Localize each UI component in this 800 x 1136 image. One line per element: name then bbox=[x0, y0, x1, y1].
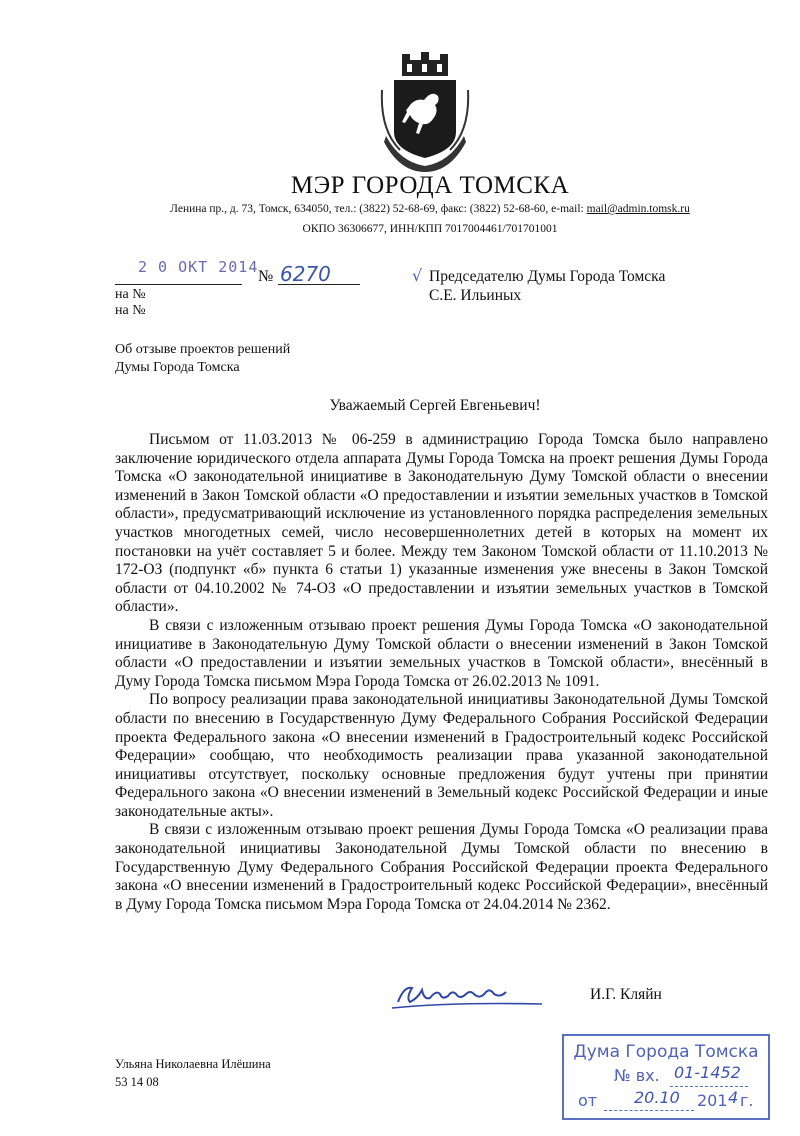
incoming-registration-stamp bbox=[562, 1034, 770, 1120]
letterhead-title: МЭР ГОРОДА ТОМСКА bbox=[290, 172, 570, 199]
crown-icon bbox=[402, 52, 448, 76]
handwritten-signature bbox=[390, 978, 560, 1018]
letter-subject bbox=[115, 341, 290, 377]
check-mark-icon: √ bbox=[412, 266, 423, 285]
subject-line-2: Думы Города Томска bbox=[115, 360, 240, 375]
paragraph: В связи с изложенным отзываю проект решения Думы Города Томска «О реализации права законодательной инициативы Законодательной Думы Томской области по внесению в Государственную Думу Федерального Собрания Российской Федерации проекта Федерального закона «О внесении изменений в Градостроительный кодекс Российской Федерации», внесённый в Думу Города Томска письмом Мэра Города Томска от 24.04.2014 № 2362. bbox=[115, 821, 768, 913]
addressee-name: С.Е. Ильиных bbox=[429, 287, 522, 304]
addressee-block bbox=[429, 267, 665, 305]
addressee-position: Председателю Думы Города Томска bbox=[429, 268, 666, 285]
registration-number: 6270 bbox=[280, 262, 331, 286]
paragraph: Письмом от 11.03.2013 № 06-259 в администрацию Города Томска было направлено заключение юридического отдела аппарата Думы Города Томска на проект решения Думы Города Томска «О законодательной инициативе в Законодательную Думу Томской области о внесении изменений в Закон Томской области «О предоставлении и изъятии земельных участков в Томской области», предусматривающий исключение из установленного порядка распределения земельных участков многодетных семей, число несовершеннолетних детей в которых на момент их постановки на учёт составляет 5 и более. Между тем Законом Томской области от 11.10.2013 № 172-ОЗ (подпункт «б» пункта 6 статьи 1) указанные изменения уже внесены в Закон Томской области от 04.10.2002 № 74-ОЗ «О предоставлении и изъятии земельных участков в Томской области». bbox=[115, 431, 768, 616]
paragraph: В связи с изложенным отзываю проект решения Думы Города Томска «О законодательной инициативе в Законодательную Думу Томской области о внесении изменений в Закон Томской области «О предоставлении и изъятии земельных участков в Томской области», внесённый в Думу Города Томска письмом Мэра Города Томска от 26.02.2013 № 1091. bbox=[115, 616, 768, 690]
stamp-year-prefix: 201 bbox=[697, 1091, 728, 1110]
registration-date-stamp: 2 0 ОКТ 2014 bbox=[138, 258, 259, 276]
signer-name: И.Г. Кляйн bbox=[590, 986, 662, 1003]
stamp-date-line bbox=[604, 1110, 694, 1111]
stamp-title: Дума Города Томска bbox=[573, 1042, 759, 1062]
subject-line-1: Об отзыве проектов решений bbox=[115, 342, 291, 357]
stamp-in-label: № вх. bbox=[614, 1066, 660, 1085]
number-underline bbox=[278, 284, 360, 285]
email-link[interactable]: mail@admin.tomsk.ru bbox=[586, 203, 690, 215]
date-underline bbox=[115, 284, 242, 285]
executor-block bbox=[115, 1055, 271, 1091]
letterhead-address: Ленина пр., д. 73, Томск, 634050, тел.: (3822) 52-68-69, факс: (3822) 52-68-60, e-mail: mail@admin.tomsk.ru bbox=[170, 203, 690, 215]
executor-phone: 53 14 08 bbox=[115, 1075, 159, 1089]
paragraph: По вопросу реализации права законодательной инициативы Законодательной Думы Томской области по внесению в Государственную Думу Федерального Собрания Российской Федерации проекта Федерального закона «О внесении изменений в Градостроительный кодекс Российской Федерации» сообщаю, что необходимость реализации права указанной законодательной инициативы отсутствует, поскольку основные предложения будут учтены при принятии Федерального закона «О внесении изменений в Земельный кодекс Российской Федерации и иные законодательные акты». bbox=[115, 691, 768, 820]
stamp-date-value: 20.10 bbox=[634, 1088, 680, 1107]
greeting: Уважаемый Сергей Евгеньевич! bbox=[329, 397, 541, 414]
stamp-number-line bbox=[670, 1086, 748, 1087]
executor-name: Ульяна Николаевна Илёшина bbox=[115, 1057, 271, 1071]
stamp-year-suffix: г. bbox=[740, 1091, 754, 1110]
stamp-in-number: 01-1452 bbox=[674, 1063, 741, 1082]
number-sign: № bbox=[258, 268, 274, 285]
letterhead-okpo: ОКПО 36306677, ИНН/КПП 7017004461/701701001 bbox=[302, 223, 558, 235]
stamp-date-label: от bbox=[578, 1091, 598, 1110]
reference-number-1: на № bbox=[115, 287, 146, 302]
letter-body bbox=[115, 431, 768, 914]
city-coat-of-arms bbox=[380, 50, 470, 175]
stamp-year-digit: 4 bbox=[728, 1088, 739, 1107]
reference-number-2: на № bbox=[115, 303, 146, 318]
